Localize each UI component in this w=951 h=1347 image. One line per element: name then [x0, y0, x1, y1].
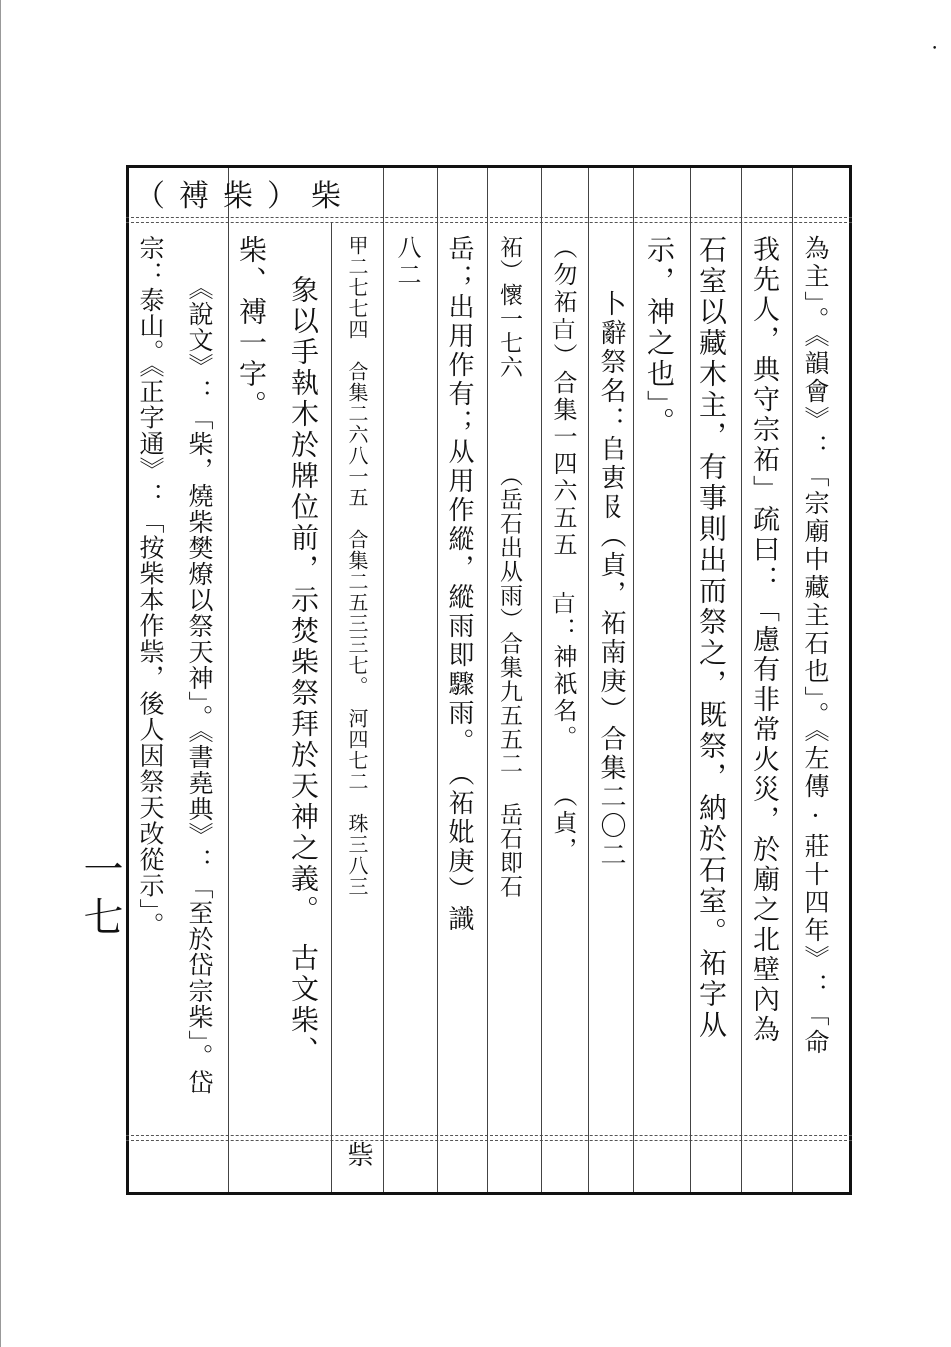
text-column-6: （勿祏𣅀）合集一四六五五 𣅀：神祇名。 （貞， [549, 235, 577, 864]
column-rule [792, 168, 793, 1192]
column-rule [228, 168, 229, 1192]
column-rule [331, 222, 332, 1192]
text-column-2: 我先人，典守宗祏」疏曰：「慮有非常火災，於廟之北壁內為 [748, 235, 779, 1045]
header-rule [126, 217, 852, 218]
column-rule [633, 168, 634, 1192]
text-column-3: 石室以藏木主，有事則出而祭之，既祭，納於石室。祏字从 [695, 235, 728, 1041]
text-column-11: 象以手執木於牌位前，示焚柴祭拜於天神之義。 古文柴、 [287, 275, 320, 1067]
text-column-4: 示，神之也」。 [643, 235, 676, 438]
column-rule [588, 168, 589, 1192]
column-rule [541, 168, 542, 1192]
column-rule [437, 168, 438, 1192]
footer-rule-2 [126, 1140, 852, 1141]
text-column-13: 《說文》：「柴，燒柴樊燎以祭天神」。《書堯典》：「至於岱宗柴」。岱 [185, 275, 214, 1096]
page-edge [0, 0, 1, 1347]
text-column-9: 八二 [393, 235, 421, 289]
footer-glyph: 祡 [343, 1141, 373, 1167]
column-rule [383, 168, 384, 1192]
column-rule [741, 168, 742, 1192]
header-rule-2 [126, 222, 852, 223]
text-column-5: 卜辭祭名：𠂤叀𠬝（貞，祏南庚）合集二〇二 [596, 290, 626, 870]
text-column-1: 為主」。《韻會》：「宗廟中藏主石也」。《左傳·莊十四年》：「命 [801, 235, 830, 1057]
text-column-8: 岳；出用作有；从用作縱，縱雨即驟雨。 （祏妣庚）識 [444, 235, 474, 934]
speck: • [932, 44, 938, 54]
footer-rule [126, 1135, 852, 1136]
text-column-10: 甲二七七四 合集二六八一五 合集二五三三七。 河四七二 珠三八三 [345, 235, 369, 897]
text-column-14: 宗：泰山。《正字通》：「按柴本作祡，後人因祭天改從示」。 [136, 235, 165, 938]
column-rule [690, 168, 691, 1192]
text-column-12: 柴、禣一字。 [235, 235, 268, 421]
column-rule [487, 168, 488, 1192]
page-number: 一七 [77, 848, 123, 944]
entry-heading: （禣柴）柴 [135, 179, 355, 214]
text-column-7: 祏）懷一七六 （岳石出从雨）合集九五五二 岳石即石 [496, 235, 522, 899]
